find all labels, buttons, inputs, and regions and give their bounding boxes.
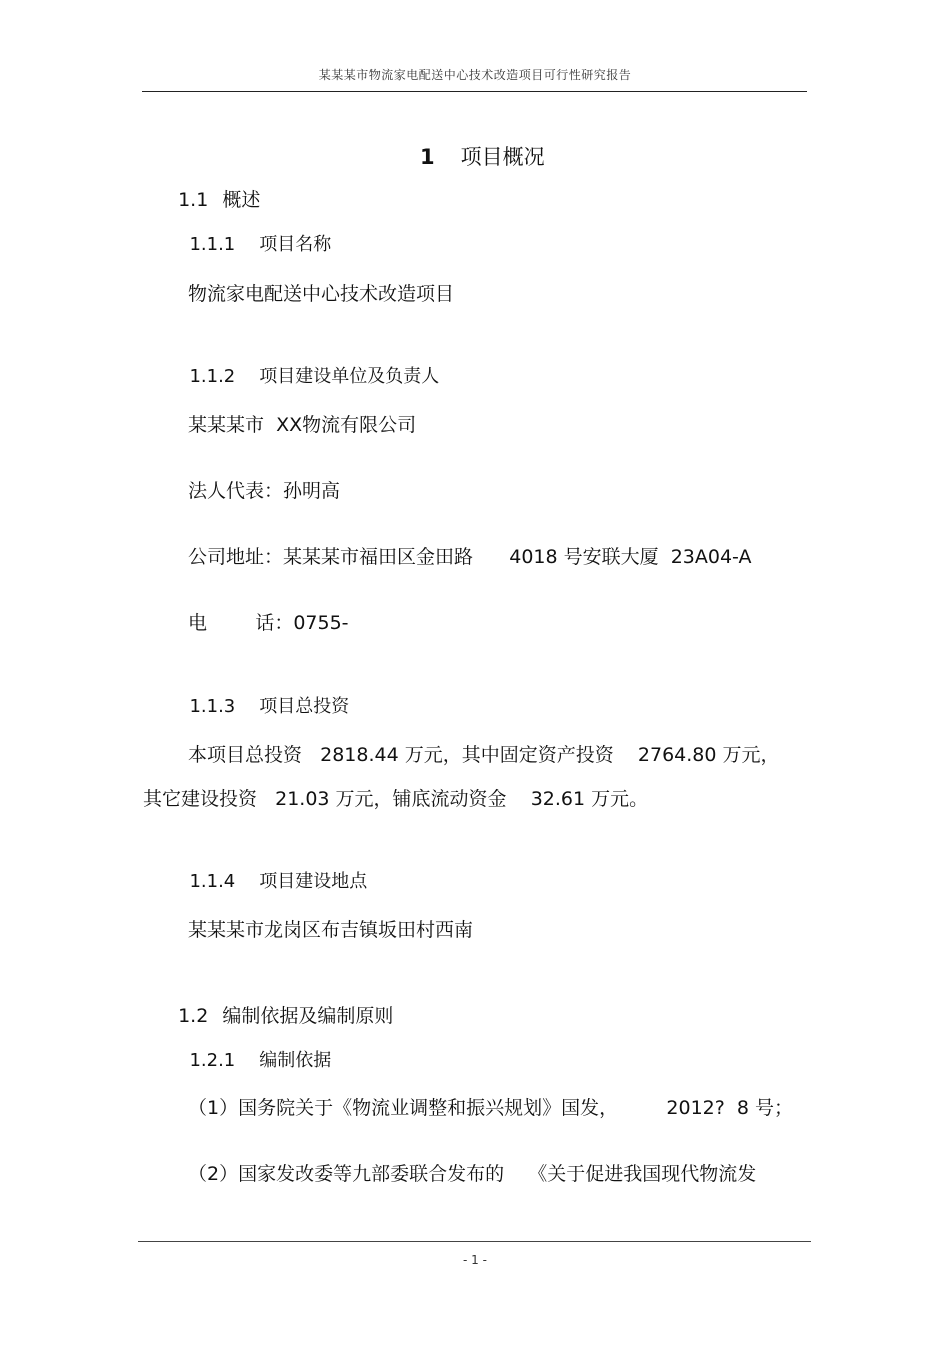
section-title: 项目名称 xyxy=(259,234,332,255)
investment-paragraph-line-2: 其它建设投资 21.03 万元，铺底流动资金 32.61 万元。 xyxy=(143,788,649,810)
section-heading-1-1-2 xyxy=(178,350,439,386)
section-heading-1-1-3 xyxy=(178,680,349,716)
chapter-number: 1 xyxy=(420,145,435,169)
section-number: 1.1.2 xyxy=(189,366,236,387)
section-heading-1-1-1 xyxy=(178,218,331,254)
address-text: 公司地址：某某某市福田区金田路 4018 号安联大厦 23A04-A xyxy=(188,546,752,568)
legal-rep-text: 法人代表：孙明高 xyxy=(188,480,341,502)
header-divider xyxy=(142,91,807,92)
chapter-title-text: 项目概况 xyxy=(460,145,545,169)
company-text: 某某某市 XX物流有限公司 xyxy=(188,414,417,436)
section-number: 1.2 xyxy=(178,1005,209,1027)
section-title: 项目建设单位及负责人 xyxy=(259,366,440,387)
page-number: - 1 - xyxy=(463,1253,487,1267)
section-number: 1.1.4 xyxy=(189,871,236,892)
section-title: 编制依据 xyxy=(259,1050,332,1071)
section-number: 1.1.3 xyxy=(189,696,236,717)
section-title: 项目建设地点 xyxy=(259,871,368,892)
section-heading-1-1 xyxy=(166,172,260,210)
section-number: 1.2.1 xyxy=(189,1050,236,1071)
chapter-title xyxy=(0,126,950,168)
phone-text: 电 话：0755- xyxy=(188,612,349,634)
basis-item-1: （1）国务院关于《物流业调整和振兴规划》国发， 2012? 8 号； xyxy=(188,1097,794,1119)
section-heading-1-1-4 xyxy=(178,855,367,891)
section-title: 编制依据及编制原则 xyxy=(222,1005,394,1027)
section-title: 项目总投资 xyxy=(259,696,350,717)
section-heading-1-2 xyxy=(166,988,393,1026)
footer-divider xyxy=(138,1241,811,1242)
running-header: 某某某市物流家电配送中心技术改造项目可行性研究报告 xyxy=(318,68,632,82)
section-heading-1-2-1 xyxy=(178,1034,331,1070)
project-name-text: 物流家电配送中心技术改造项目 xyxy=(188,283,455,305)
section-number: 1.1 xyxy=(178,189,209,211)
section-number: 1.1.1 xyxy=(189,234,236,255)
investment-paragraph-line-1: 本项目总投资 2818.44 万元，其中固定资产投资 2764.80 万元， xyxy=(188,744,780,766)
basis-item-2: （2）国家发改委等九部委联合发布的 《关于促进我国现代物流发 xyxy=(188,1163,757,1185)
section-title: 概述 xyxy=(222,189,261,211)
location-text: 某某某市龙岗区布吉镇坂田村西南 xyxy=(188,919,474,941)
